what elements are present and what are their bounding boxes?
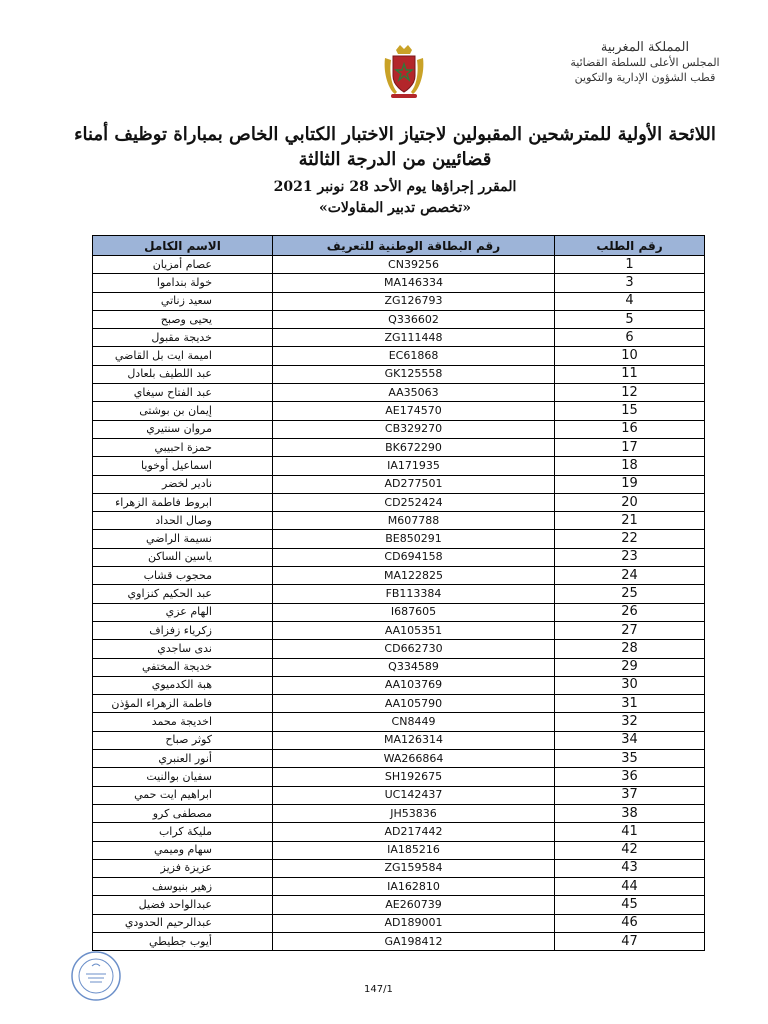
full-name-cell: عبد الفتاح سيغاي [93,384,273,402]
application-number-cell: 26 [555,603,705,621]
table-row [93,603,705,621]
national-id-cell: IA171935 [273,457,555,475]
full-name-cell: فاطمة الزهراء المؤذن [93,695,273,713]
application-number-cell: 20 [555,493,705,511]
full-name-cell: نسيمة الراضي [93,530,273,548]
application-number-cell: 19 [555,475,705,493]
table-row [93,658,705,676]
national-id-cell: CD252424 [273,493,555,511]
application-number-cell: 4 [555,292,705,310]
specialty: «تخصص تدبير المقاولات» [318,200,472,216]
table-row [93,731,705,749]
national-id-cell: ZG111448 [273,329,555,347]
table-row [93,310,705,328]
moroccan-coat-of-arms-icon [381,44,427,100]
national-id-cell: AD217442 [273,823,555,841]
application-number-cell: 31 [555,695,705,713]
national-id-cell: Q334589 [273,658,555,676]
national-id-cell: BK672290 [273,438,555,456]
table-row [93,548,705,566]
national-id-cell: CD694158 [273,548,555,566]
header-line-2: المجلس الأعلى للسلطة القضائية [570,56,720,69]
national-id-cell: GK125558 [273,365,555,383]
full-name-cell: هبة الكدميوي [93,676,273,694]
application-number-cell: 30 [555,676,705,694]
national-id-cell: BE850291 [273,530,555,548]
header-full-name: الاسم الكامل [93,236,273,256]
application-number-cell: 47 [555,932,705,950]
national-id-cell: MA146334 [273,274,555,292]
application-number-cell: 3 [555,274,705,292]
national-id-cell: EC61868 [273,347,555,365]
table-row [93,932,705,950]
page-number: 147/1 [364,984,393,995]
header-application-number: رقم الطلب [555,236,705,256]
application-number-cell: 23 [555,548,705,566]
national-id-cell: ZG126793 [273,292,555,310]
full-name-cell: خديجة المختفي [93,658,273,676]
full-name-cell: أيوب جطيطي [93,932,273,950]
full-name-cell: عبدالرحيم الحدودي [93,914,273,932]
national-id-cell: WA266864 [273,750,555,768]
full-name-cell: الهام عزي [93,603,273,621]
full-name-cell: نادير لخضر [93,475,273,493]
application-number-cell: 37 [555,786,705,804]
table-row [93,475,705,493]
institution-header [560,40,730,85]
application-number-cell: 1 [555,256,705,274]
full-name-cell: أنور العنبري [93,750,273,768]
table-header-row [93,236,705,256]
table-row [93,621,705,639]
table-row [93,786,705,804]
full-name-cell: وصال الحداد [93,512,273,530]
table-row [93,402,705,420]
national-id-cell: FB113384 [273,585,555,603]
national-id-cell: JH53836 [273,804,555,822]
table-row [93,914,705,932]
application-number-cell: 24 [555,567,705,585]
full-name-cell: مصطفى كرو [93,804,273,822]
national-id-cell: AD189001 [273,914,555,932]
national-id-cell: ZG159584 [273,859,555,877]
application-number-cell: 43 [555,859,705,877]
national-id-cell: CB329270 [273,420,555,438]
table-row [93,567,705,585]
full-name-cell: سهام وميمي [93,841,273,859]
document-title [60,122,730,218]
table-row [93,695,705,713]
national-id-cell: MA122825 [273,567,555,585]
application-number-cell: 22 [555,530,705,548]
table-row [93,329,705,347]
table-row [93,640,705,658]
table-row [93,457,705,475]
table-row [93,493,705,511]
full-name-cell: ابراهيم ايت حمي [93,786,273,804]
table-row [93,750,705,768]
national-id-cell: AA105790 [273,695,555,713]
full-name-cell: زكرياء زفزاف [93,621,273,639]
table-row [93,420,705,438]
table-row [93,878,705,896]
national-id-cell: Q336602 [273,310,555,328]
application-number-cell: 28 [555,640,705,658]
header-line-3: قطب الشؤون الإدارية والتكوين [574,71,716,84]
application-number-cell: 35 [555,750,705,768]
full-name-cell: زهير بنيوسف [93,878,273,896]
application-number-cell: 11 [555,365,705,383]
table-row [93,347,705,365]
table-row [93,292,705,310]
national-id-cell: CN39256 [273,256,555,274]
national-id-cell: AE174570 [273,402,555,420]
table-row [93,841,705,859]
table-row [93,713,705,731]
application-number-cell: 34 [555,731,705,749]
table-row [93,530,705,548]
application-number-cell: 5 [555,310,705,328]
full-name-cell: عبد اللطيف بلعادل [93,365,273,383]
national-id-cell: AD277501 [273,475,555,493]
table-row [93,512,705,530]
full-name-cell: عبدالواحد فضيل [93,896,273,914]
table-row [93,676,705,694]
table-row [93,896,705,914]
header-line-1: المملكة المغربية [600,40,690,55]
full-name-cell: اسماعيل أوخويا [93,457,273,475]
application-number-cell: 32 [555,713,705,731]
full-name-cell: إيمان بن بوشتى [93,402,273,420]
national-id-cell: CN8449 [273,713,555,731]
full-name-cell: خديجة مقبول [93,329,273,347]
table-body [93,256,705,951]
table-row [93,274,705,292]
application-number-cell: 18 [555,457,705,475]
application-number-cell: 21 [555,512,705,530]
national-id-cell: IA185216 [273,841,555,859]
full-name-cell: عبد الحكيم كنزاوي [93,585,273,603]
national-id-cell: CD662730 [273,640,555,658]
exam-date: المقرر إجراؤها يوم الأحد 28 نونبر 2021 [273,179,517,195]
table-row [93,384,705,402]
full-name-cell: عزيزة فزيز [93,859,273,877]
application-number-cell: 46 [555,914,705,932]
application-number-cell: 17 [555,438,705,456]
full-name-cell: ياسين الساكن [93,548,273,566]
full-name-cell: سفيان بوالنيت [93,768,273,786]
national-id-cell: AA35063 [273,384,555,402]
application-number-cell: 12 [555,384,705,402]
national-id-cell: UC142437 [273,786,555,804]
application-number-cell: 25 [555,585,705,603]
application-number-cell: 27 [555,621,705,639]
application-number-cell: 15 [555,402,705,420]
full-name-cell: اميمة ايت بل القاضي [93,347,273,365]
full-name-cell: ابروط فاطمة الزهراء [93,493,273,511]
application-number-cell: 42 [555,841,705,859]
table-row [93,365,705,383]
table-row [93,585,705,603]
table-row [93,256,705,274]
full-name-cell: مروان سنتيري [93,420,273,438]
full-name-cell: كوثر صباح [93,731,273,749]
application-number-cell: 10 [555,347,705,365]
title-line-1: اللائحة الأولية للمترشحين المقبولين لاجتياز الاختبار الكتابي الخاص بمباراة توظيف أمناء [74,124,716,145]
application-number-cell: 38 [555,804,705,822]
application-number-cell: 44 [555,878,705,896]
national-id-cell: SH192675 [273,768,555,786]
table-row [93,823,705,841]
table-row [93,438,705,456]
candidates-table-container [92,235,704,951]
national-id-cell: AA105351 [273,621,555,639]
full-name-cell: عصام أمزيان [93,256,273,274]
full-name-cell: مليكة كراب [93,823,273,841]
national-id-cell: GA198412 [273,932,555,950]
application-number-cell: 36 [555,768,705,786]
full-name-cell: محجوب قشاب [93,567,273,585]
national-id-cell: I687605 [273,603,555,621]
application-number-cell: 45 [555,896,705,914]
official-stamp-icon [70,950,122,1002]
full-name-cell: خولة بنداموا [93,274,273,292]
title-line-2: قضائيين من الدرجة الثالثة [298,149,492,170]
full-name-cell: يحيى وصبح [93,310,273,328]
national-id-cell: IA162810 [273,878,555,896]
application-number-cell: 29 [555,658,705,676]
table-row [93,804,705,822]
table-row [93,768,705,786]
header-national-id: رقم البطاقة الوطنية للتعريف [273,236,555,256]
national-id-cell: AA103769 [273,676,555,694]
national-id-cell: MA126314 [273,731,555,749]
table-row [93,859,705,877]
full-name-cell: ندى ساجدي [93,640,273,658]
application-number-cell: 41 [555,823,705,841]
application-number-cell: 6 [555,329,705,347]
candidates-table [92,235,705,951]
application-number-cell: 16 [555,420,705,438]
full-name-cell: حمزة احبيبي [93,438,273,456]
full-name-cell: سعيد زناتي [93,292,273,310]
national-id-cell: AE260739 [273,896,555,914]
national-id-cell: M607788 [273,512,555,530]
full-name-cell: اخديجة محمد [93,713,273,731]
